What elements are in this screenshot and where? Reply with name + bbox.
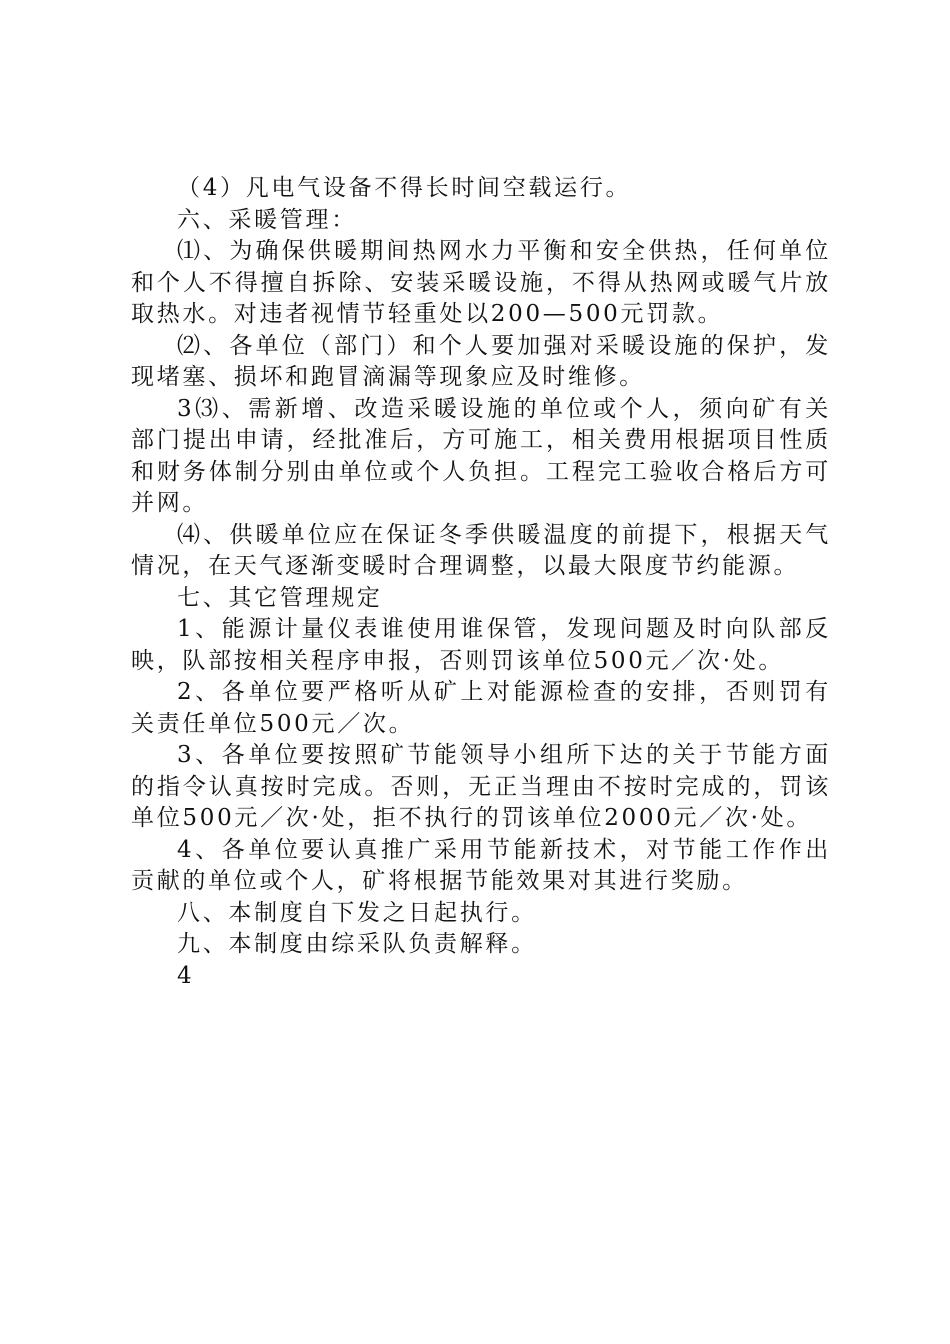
paragraph-interpretation: 九、本制度由综采队负责解释。 [177, 931, 537, 957]
paragraph-heating-item-4: ⑷、供暖单位应在保证冬季供暖温度的前提下，根据天气情况，在天气逐渐变暖时合理调整，以最大限度节约能源。 [131, 521, 831, 579]
paragraph-heating-item-3: 3⑶、需新增、改造采暖设施的单位或个人，须向矿有关部门提出申请，经批准后，方可施工，相关费用根据项目性质和财务体制分别由单位或个人负担。工程完工验收合格后方可并网。 [131, 395, 831, 516]
heading-other-rules: 七、其它管理规定 [177, 584, 383, 611]
paragraph-effective-date: 八、本制度自下发之日起执行。 [177, 899, 537, 926]
paragraph-other-rule-1: 1、能源计量仪表谁使用谁保管，发现问题及时向队部反映，队部按相关程序申报，否则罚该单位500元／次·处。 [131, 616, 831, 674]
heading-heating-management: 六、采暖管理： [177, 206, 357, 233]
page-number: 4 [177, 962, 195, 989]
paragraph-other-rule-2: 2、各单位要严格听从矿上对能源检查的安排，否则罚有关责任单位500元／次。 [131, 679, 831, 737]
paragraph-other-rule-3: 3、各单位要按照矿节能领导小组所下达的关于节能方面的指令认真按时完成。否则，无正当理由不按时完成的，罚该单位500元／次·处，拒不执行的罚该单位2000元／次·处。 [131, 742, 831, 831]
paragraph-heating-item-2: ⑵、各单位（部门）和个人要加强对采暖设施的保护，发现堵塞、损坏和跑冒滴漏等现象应及时维修。 [131, 332, 831, 390]
paragraph-other-rule-4: 4、各单位要认真推广采用节能新技术，对节能工作作出贡献的单位或个人，矿将根据节能效果对其进行奖励。 [131, 836, 831, 894]
document-body [131, 173, 831, 992]
paragraph-heating-item-1: ⑴、为确保供暖期间热网水力平衡和安全供热，任何单位和个人不得擅自拆除、安装采暖设施，不得从热网或暖气片放取热水。对违者视情节轻重处以200—500元罚款。 [131, 238, 831, 327]
paragraph-electrical-no-idle: （4）凡电气设备不得长时间空载运行。 [177, 175, 632, 201]
